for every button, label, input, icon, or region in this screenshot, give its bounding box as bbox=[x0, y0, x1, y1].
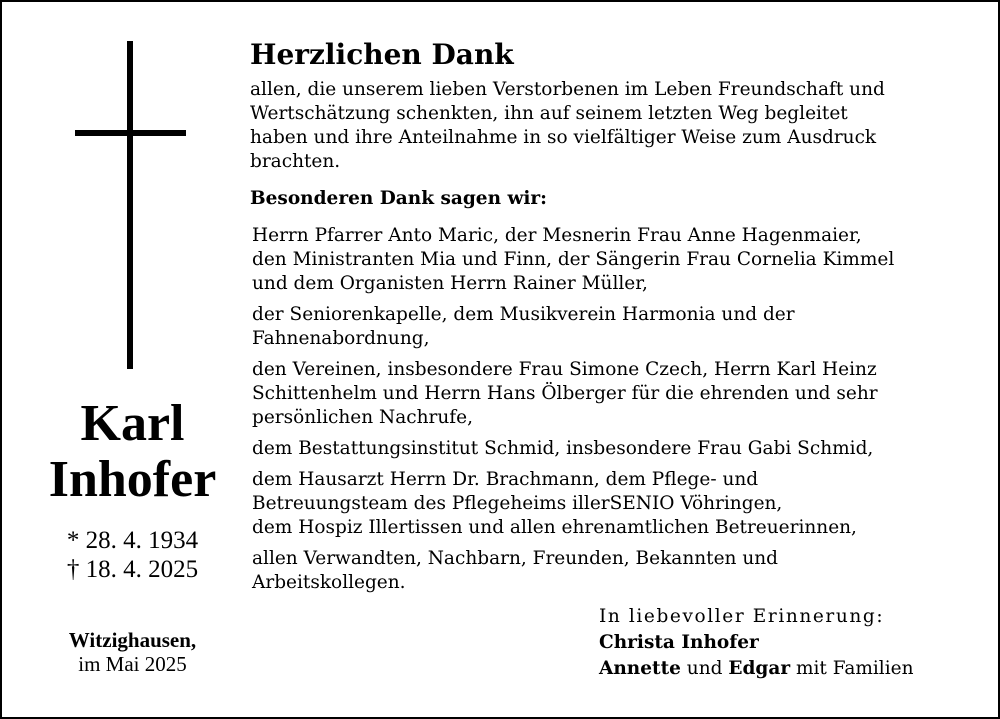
signature-block bbox=[599, 604, 989, 682]
first-name: Karl bbox=[80, 395, 185, 452]
thanks-line: und dem Organisten Herrn Rainer Müller, bbox=[252, 273, 648, 294]
thanks-line: Herrn Pfarrer Anto Maric, der Mesnerin Frau Anne Hagenmaier, bbox=[252, 225, 862, 246]
thanks-line: dem Hospiz Illertissen und allen ehrenamtlichen Betreuerinnen, bbox=[252, 517, 857, 538]
thanks-line: persönlichen Nachrufe, bbox=[252, 407, 473, 428]
thanks-line: Arbeitskollegen. bbox=[252, 572, 406, 593]
signature-name: Edgar bbox=[728, 658, 791, 679]
intro-line: brachten. bbox=[250, 151, 341, 172]
thanks-line: Schittenhelm und Herrn Hans Ölberger für die ehrenden und sehr bbox=[252, 383, 878, 404]
death-date: † 18. 4. 2025 bbox=[66, 556, 199, 583]
signature-connector: und bbox=[686, 658, 723, 679]
signature-name: Annette bbox=[599, 658, 681, 679]
signature-lead: In liebevoller Erinnerung: bbox=[599, 606, 885, 627]
thanks-line: dem Bestattungsinstitut Schmid, insbesondere Frau Gabi Schmid, bbox=[252, 438, 874, 459]
thanks-paragraph bbox=[252, 358, 992, 430]
thanks-paragraph bbox=[252, 437, 992, 461]
thanks-line: Betreuungsteam des Pflegeheims illerSENIO Vöhringen, bbox=[252, 493, 783, 514]
thanks-line: dem Hausarzt Herrn Dr. Brachmann, dem Pflege- und bbox=[252, 469, 759, 490]
month-year: im Mai 2025 bbox=[78, 652, 187, 676]
life-dates bbox=[10, 526, 255, 584]
thanks-line: den Ministranten Mia und Finn, der Sängerin Frau Cornelia Kimmel bbox=[252, 249, 895, 270]
signature-family-line bbox=[599, 656, 989, 682]
intro-line: allen, die unserem lieben Verstorbenen im Leben Freundschaft und bbox=[250, 79, 885, 100]
thanks-line: Fahnenabordnung, bbox=[252, 328, 430, 349]
intro-line: haben und ihre Anteilnahme in so vielfältiger Weise zum Ausdruck bbox=[250, 127, 877, 148]
last-name: Inhofer bbox=[48, 451, 217, 508]
thanks-paragraph bbox=[252, 547, 992, 595]
birth-date: * 28. 4. 1934 bbox=[66, 527, 199, 554]
thanks-line: der Seniorenkapelle, dem Musikverein Harmonia und der bbox=[252, 304, 795, 325]
signature-name: Christa Inhofer bbox=[599, 632, 759, 653]
signature-suffix: mit Familien bbox=[795, 658, 914, 679]
intro-line: Wertschätzung schenkten, ihn auf seinem letzten Weg begleitet bbox=[250, 103, 848, 124]
place-date bbox=[10, 628, 255, 676]
town: Witzighausen, bbox=[68, 628, 197, 652]
thanks-line: allen Verwandten, Nachbarn, Freunden, Bekannten und bbox=[252, 548, 779, 569]
thanks-list bbox=[252, 224, 992, 602]
section-heading: Besonderen Dank sagen wir: bbox=[250, 188, 547, 209]
thanks-line: den Vereinen, insbesondere Frau Simone Czech, Herrn Karl Heinz bbox=[252, 359, 877, 380]
thanks-paragraph bbox=[252, 303, 992, 351]
page-title: Herzlichen Dank bbox=[250, 38, 514, 71]
thanks-paragraph bbox=[252, 468, 992, 540]
intro-text bbox=[250, 78, 990, 174]
thanks-paragraph bbox=[252, 224, 992, 296]
deceased-name bbox=[10, 396, 255, 508]
